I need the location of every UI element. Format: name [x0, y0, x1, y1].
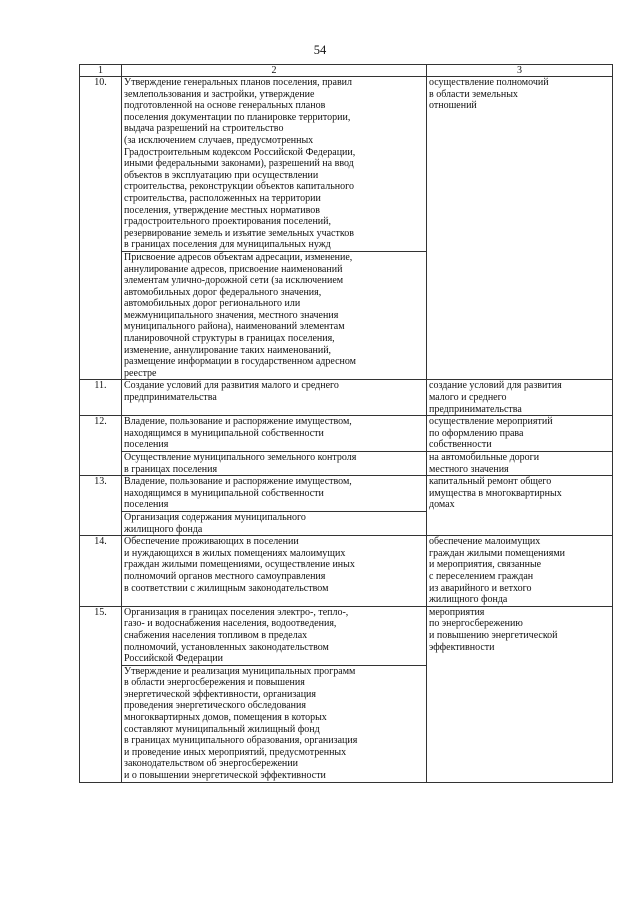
table-row	[80, 416, 613, 452]
power-purpose: на автомобильные дороги местного значения	[427, 452, 613, 476]
power-description: Присвоение адресов объектам адресации, изменение, аннулирование адресов, присвоение наименований элементам улично-дорожной сети (за исключением автомобильных дорог федерального значения, автомобильных дорог регионального или межмуниципального значения, местного значения муниципального района), наименований элементам планировочной структуры в границах поселения, изменение, аннулирование таких наименований, размещение информации в государственном адресном реестре	[122, 251, 427, 380]
row-number: 13.	[80, 476, 122, 536]
table-row	[80, 452, 613, 476]
power-purpose: осуществление мероприятий по оформлению права собственности	[427, 416, 613, 452]
row-number: 11.	[80, 380, 122, 416]
table-row	[80, 536, 613, 607]
row-number: 15.	[80, 606, 122, 782]
table-row	[80, 606, 613, 665]
row-number: 14.	[80, 536, 122, 607]
table-row	[80, 77, 613, 252]
power-description: Утверждение генеральных планов поселения, правил землепользования и застройки, утверждение подготовленной на основе генеральных планов поселения документации по планировке территории, выдача разрешений на строительство (за исключением случаев, предусмотренных Градостроительным кодексом Российской Федерации, иными федеральными законами), разрешений на ввод объектов в эксплуатацию при осуществлении строительства, реконструкции объектов капитального строительства, расположенных на территории поселения, утверждение местных нормативов градостроительного проектирования поселений, резервирование земель и изъятие земельных участков в границах поселения для муниципальных нужд	[122, 77, 427, 252]
table-row	[80, 476, 613, 512]
row-number: 12.	[80, 416, 122, 476]
power-purpose: капитальный ремонт общего имущества в многоквартирных домах	[427, 476, 613, 536]
table-header-row	[80, 65, 613, 77]
power-purpose: осуществление полномочий в области земельных отношений	[427, 77, 613, 380]
power-description: Создание условий для развития малого и среднего предпринимательства	[122, 380, 427, 416]
power-description: Владение, пользование и распоряжение имуществом, находящимся в муниципальной собственности поселения	[122, 416, 427, 452]
powers-table	[79, 64, 613, 783]
power-description: Осуществление муниципального земельного контроля в границах поселения	[122, 452, 427, 476]
power-description: Организация содержания муниципального жилищного фонда	[122, 511, 427, 535]
column-header-1: 1	[80, 65, 122, 77]
power-description: Утверждение и реализация муниципальных программ в области энергосбережения и повышения энергетической эффективности, организация проведения энергетического обследования многоквартирных домов, помещения в которых составляют муниципальный жилищный фонд в границах муниципального образования, организация и проведение иных мероприятий, предусмотренных законодательством об энергосбережении и о повышении энергетической эффективности	[122, 665, 427, 782]
column-header-3: 3	[427, 65, 613, 77]
table-row	[80, 380, 613, 416]
power-purpose: обеспечение малоимущих граждан жилыми помещениями и мероприятия, связанные с переселением граждан из аварийного и ветхого жилищного фонда	[427, 536, 613, 607]
page-number: 54	[313, 43, 327, 57]
power-description: Владение, пользование и распоряжение имуществом, находящимся в муниципальной собственности поселения	[122, 476, 427, 512]
row-number: 10.	[80, 77, 122, 380]
power-description: Обеспечение проживающих в поселении и нуждающихся в жилых помещениях малоимущих граждан жилыми помещениями, осуществление иных полномочий органов местного самоуправления в соответствии с жилищным законодательством	[122, 536, 427, 607]
column-header-2: 2	[122, 65, 427, 77]
power-description: Организация в границах поселения электро-, тепло-, газо- и водоснабжения населения, водоотведения, снабжения населения топливом в пределах полномочий, установленных законодательством Российской Федерации	[122, 606, 427, 665]
power-purpose: мероприятия по энергосбережению и повышению энергетической эффективности	[427, 606, 613, 782]
power-purpose: создание условий для развития малого и среднего предпринимательства	[427, 380, 613, 416]
